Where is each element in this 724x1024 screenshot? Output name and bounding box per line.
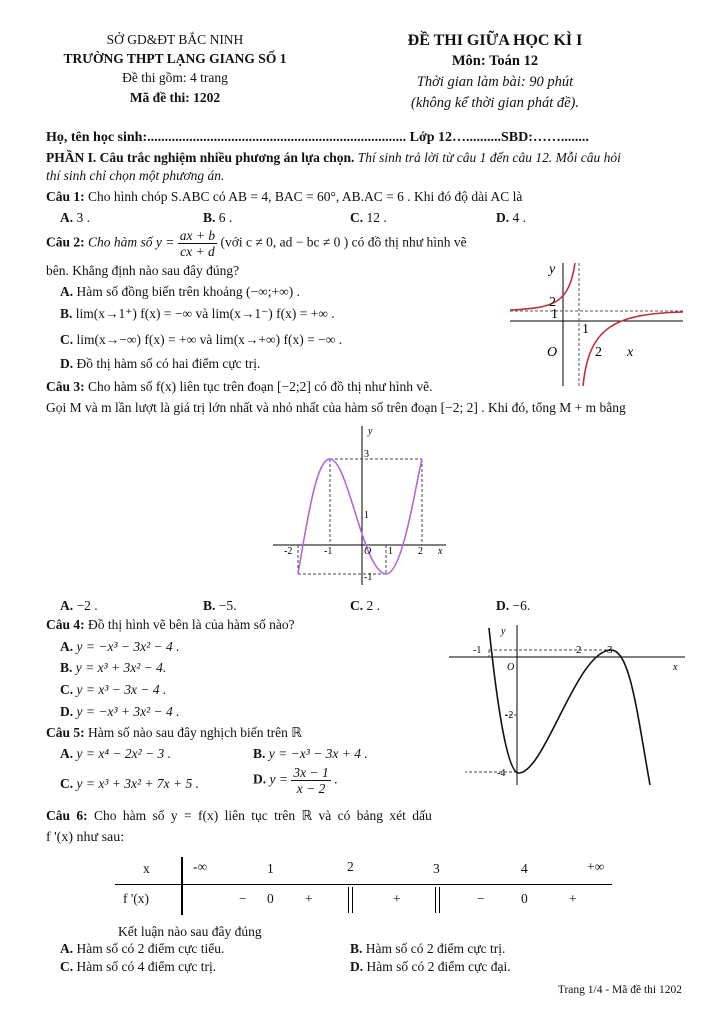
x-value: 4 [521,861,528,876]
x-label: x [673,662,678,673]
question-label: Câu 6: [46,808,88,823]
x-value: -∞ [193,859,208,874]
question-label: Câu 3: [46,379,85,394]
header-left [40,30,310,108]
tick-label: -2 [284,546,293,557]
sign-cell: − [239,891,247,906]
dept-name: SỞ GD&ĐT BẮC NINH [106,32,244,47]
option-letter: D. [60,704,74,719]
numerator: ax + b [179,228,216,243]
question-5 [46,725,302,741]
sign-cell: − [477,891,485,906]
option-letter: C. [350,598,364,613]
duration: Thời gian làm bài: 90 phút [416,74,574,90]
q4-option-b[interactable] [60,660,166,676]
option-text: Hàm số có 2 điểm cực tiểu. [76,941,225,956]
function-curve [298,459,422,574]
x-value: 1 [267,861,274,876]
question-text: Cho hàm số y = [88,234,175,250]
tick-label: 3 [364,449,369,460]
q1-option-d[interactable] [496,210,526,226]
option-text: 4 . [512,210,526,225]
q3-option-a[interactable] [60,598,98,614]
sign-cell: + [569,891,577,906]
numerator: 3x − 1 [293,765,329,780]
option-letter: A. [60,746,74,761]
question-text-2: Gọi M và m lần lượt là giá trị lớn nhất và nhỏ nhất của hàm số trên đoạn [−2; 2] . Khi đó, tổng M + m bằng [46,400,626,415]
q2-option-c[interactable] [60,332,342,348]
page-footer: Trang 1/4 - Mã đề thi 1202 [557,984,682,996]
option-text: −6. [512,598,531,613]
q5-option-b[interactable] [253,746,368,762]
option-text: y = x³ + 3x² − 4. [75,660,167,675]
q3-option-b[interactable] [203,598,237,614]
question-text: Hàm số nào sau đây nghịch biến trên ℝ [88,725,302,740]
denominator: cx + d [180,244,215,259]
sign-cell: 0 [521,891,528,906]
option-text: lim(x→1⁺) f(x) = −∞ và lim(x→1⁻) f(x) = +∞ . [75,306,335,321]
x-value: 3 [433,861,440,876]
option-letter: C. [60,959,74,974]
q2-option-a[interactable] [60,284,300,300]
option-letter: D. [253,771,267,787]
student-name-field[interactable]: Họ, tên học sinh:.......................................................................... [46,130,407,145]
tick-label: -1 [473,645,482,656]
option-letter: B. [350,941,363,956]
option-text: Hàm số có 2 điểm cực trị. [365,941,506,956]
denominator: x − 2 [296,781,326,796]
undefined-marker [435,887,440,913]
question-text-2: f '(x) như sau: [46,830,125,845]
option-letter: A. [60,210,74,225]
option-text: 3 . [76,210,90,225]
option-letter: A. [60,598,74,613]
sbd-field[interactable]: SBD:……........ [501,130,589,145]
q4-option-a[interactable] [60,639,180,655]
question-text: Cho hàm số f(x) liên tục trên đoạn [−2;2] có đồ thị như hình vẽ. [88,379,433,394]
tick-label: 1 [551,307,558,322]
option-text: 2 . [366,598,380,613]
q3-graph [268,422,448,587]
option-letter: D. [496,210,510,225]
option-text: −5. [218,598,237,613]
curve-left [510,263,575,310]
question-text-2: (với c ≠ 0, ad − bc ≠ 0 ) có đồ thị như hình vẽ [220,234,467,250]
q5-option-d[interactable]: D. y = $\frac{3x - 1}{x - 2}$ . [253,765,338,796]
question-text: Cho hình chóp S.ABC có AB = 4, BAC = 60°, AB.AC = 6 . Khi đó độ dài AC là [88,189,523,204]
sign-cell: + [305,891,313,906]
origin-label: O [507,662,515,673]
option-letter: B. [203,598,216,613]
q1-option-c[interactable] [350,210,387,226]
tick-label: -1 [324,546,333,557]
table-header-fprime: f '(x) [123,891,150,906]
undefined-marker [348,887,353,913]
option-text: 12 . [366,210,387,225]
question-label: Câu 4: [46,617,85,632]
tick-label: -1 [364,572,373,583]
option-letter: C. [60,776,74,791]
exam-code: Mã đề thi: 1202 [129,90,221,105]
q5-option-c[interactable] [60,776,199,792]
q3-option-d[interactable] [496,598,530,614]
student-info-line[interactable] [46,130,589,146]
question-label: Câu 1: [46,189,85,204]
question-2 [46,228,467,259]
option-letter: D. [350,959,364,974]
option-letter: C. [350,210,364,225]
option-letter: D. [60,356,74,371]
option-text: y = [269,771,288,787]
x-label: x [438,546,443,557]
fraction [178,228,217,259]
q6-option-c[interactable] [60,959,216,975]
option-text: y = x⁴ − 2x² − 3 . [76,746,172,761]
option-text: y = x³ − 3x − 4 . [76,682,167,697]
option-text: y = x³ + 3x² + 7x + 5 . [76,776,200,791]
origin-label: O [547,345,558,360]
header-right [360,30,630,114]
question-label: Câu 5: [46,725,85,740]
question-text: Cho hàm số y = f(x) liên tục trên ℝ và có bảng xét dấu [94,808,432,823]
exam-title: ĐỀ THI GIỮA HỌC KÌ I [407,32,583,49]
q4-option-d[interactable] [60,704,180,720]
question-4 [46,617,295,633]
tick-label: 1 [388,546,393,557]
option-text: −2 . [76,598,98,613]
tick-label: 2 [595,345,602,360]
question-1 [46,189,522,205]
question-text-3: bên. Khẳng định nào sau đây đúng? [46,263,240,278]
tick-label: 2 [418,546,423,557]
tick-label: -4 [497,768,506,779]
q6-option-a[interactable] [60,941,224,957]
question-6 [46,808,432,824]
q2-graph [505,258,685,388]
option-text: y = −x³ − 3x² − 4 . [76,639,180,654]
option-letter: B. [60,306,73,321]
x-label: x [627,345,634,360]
y-label: y [368,426,373,437]
option-letter: A. [60,284,74,299]
q1-option-b[interactable] [203,210,232,226]
option-text: Hàm số đồng biến trên khoảng (−∞;+∞) . [76,284,300,299]
tick-label: 3 [607,644,613,656]
option-text: y = −x³ − 3x + 4 . [268,746,368,761]
q4-graph [445,622,687,787]
y-label: y [549,262,556,277]
question-text-3: Kết luận nào sau đây đúng [118,924,262,939]
option-text: 6 . [218,210,233,225]
class-field[interactable]: Lớp 12….......... [409,130,502,145]
school-name: TRƯỜNG THPT LẠNG GIANG SỐ 1 [63,51,287,66]
q3-option-c[interactable] [350,598,380,614]
x-value: +∞ [587,859,605,874]
part1-title: PHẦN I. Câu trắc nghiệm nhiều phương án lựa chọn. [46,150,355,165]
q1-option-a[interactable] [60,210,90,226]
sign-table [115,855,612,917]
tick-label: 2 [549,295,556,310]
tick-label: 1 [364,510,369,521]
function-curve [489,628,650,785]
option-letter: B. [60,660,73,675]
q2-option-d[interactable] [60,356,260,372]
page-count: Đề thi gồm: 4 trang [122,70,228,85]
tick-label: 2 [576,644,582,656]
question-3 [46,379,433,395]
option-letter: B. [203,210,216,225]
option-text: lim(x→−∞) f(x) = +∞ và lim(x→+∞) f(x) = −∞ . [76,332,343,347]
q4-option-c[interactable] [60,682,166,698]
option-text: Hàm số có 4 điểm cực trị. [76,959,217,974]
duration-note: (không kể thời gian phát đề). [410,95,579,111]
option-letter: C. [60,332,74,347]
fraction [291,765,330,796]
part1-heading [46,150,621,166]
q5-option-a[interactable] [60,746,171,762]
sign-cell: + [393,891,401,906]
question-text: Đồ thị hình vẽ bên là của hàm số nào? [88,617,295,632]
question-label: Câu 2: [46,234,85,250]
tick-label: -2 [505,710,514,721]
subject: Môn: Toán 12 [451,53,539,69]
q2-option-b[interactable] [60,306,335,322]
q6-option-b[interactable] [350,941,505,957]
table-header-x: x [143,861,150,876]
x-value: 2 [347,859,354,874]
q6-option-d[interactable] [350,959,511,975]
tick-label: 1 [582,322,589,337]
option-text: Hàm số có 2 điểm cực đại. [366,959,511,974]
origin-label: O [364,546,372,557]
option-text: y = −x³ + 3x² − 4 . [76,704,180,719]
sign-cell: 0 [267,891,274,906]
option-letter: A. [60,639,74,654]
part1-instructions: Thí sinh trả lời từ câu 1 đến câu 12. Mỗi câu hỏi [357,150,621,165]
option-letter: B. [253,746,266,761]
option-text: Đồ thị hàm số có hai điểm cực trị. [76,356,261,371]
part1-instructions-2: thí sinh chỉ chọn một phương án. [46,168,225,183]
option-letter: D. [496,598,510,613]
option-letter: C. [60,682,74,697]
y-label: y [501,626,506,637]
option-letter: A. [60,941,74,956]
